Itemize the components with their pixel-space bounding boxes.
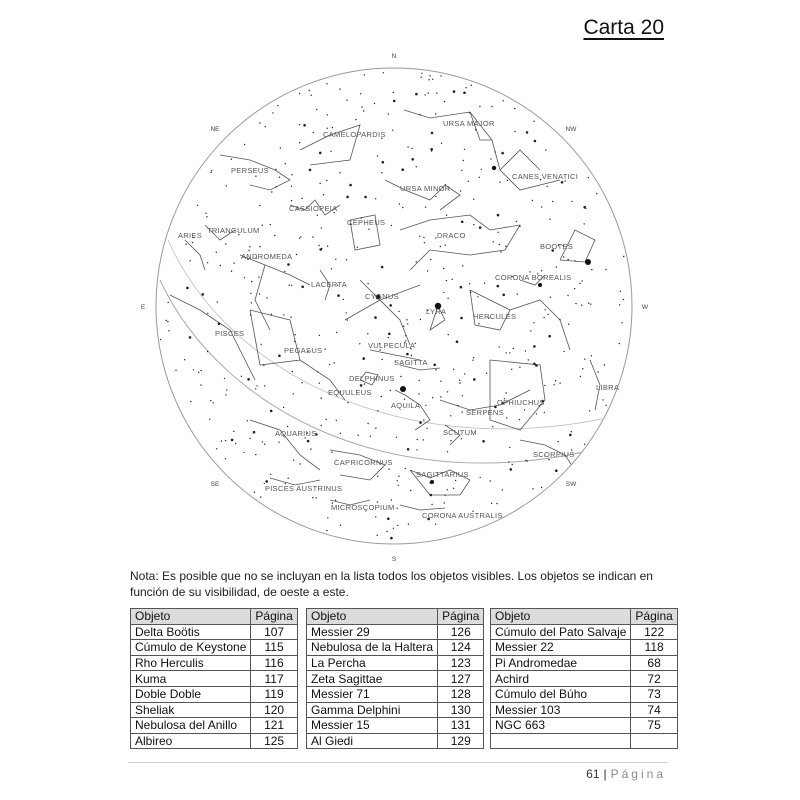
label-aquila: AQUILA <box>391 401 421 410</box>
page-number-cell: 117 <box>251 671 297 687</box>
column-header-objeto: Objeto <box>491 609 631 625</box>
objects-table-3 <box>490 608 678 749</box>
object-name-cell: Doble Doble <box>131 686 251 702</box>
page-number-cell: 126 <box>438 624 484 640</box>
page-label: Página <box>610 767 666 781</box>
direction-n: N <box>391 53 397 60</box>
direction-ne: NE <box>210 126 220 133</box>
table-row <box>307 640 484 656</box>
table-row <box>131 624 298 640</box>
page-number-cell: 130 <box>438 702 484 718</box>
object-name-cell: Albireo <box>131 733 251 749</box>
label-aquarius: AQUARIUS <box>275 429 317 438</box>
label-equuleus: EQUULEUS <box>328 388 372 397</box>
column-header-objeto: Objeto <box>307 609 438 625</box>
label-sagitta: SAGITTA <box>394 358 428 367</box>
page-number-cell: 115 <box>251 640 297 656</box>
label-cepheus: CEPHEUS <box>347 218 386 227</box>
direction-e: E <box>140 304 146 311</box>
table-row <box>131 686 298 702</box>
object-name-cell: Cúmulo del Pato Salvaje <box>491 624 631 640</box>
page-number-cell: 107 <box>251 624 297 640</box>
page-number-cell: 128 <box>438 686 484 702</box>
page-number-cell: 116 <box>251 655 297 671</box>
horizon-circle <box>156 68 632 544</box>
constellation-labels <box>178 119 619 520</box>
label-pisces: PISCES <box>215 329 245 338</box>
object-name-cell: Zeta Sagittae <box>307 671 438 687</box>
visibility-note: Nota: Es posible que no se incluyan en la lista todos los objetos visibles. Los objetos se indican en función de su visibilidad, de oeste a este. <box>130 569 653 599</box>
label-andromeda: ANDROMEDA <box>241 252 293 261</box>
direction-nw: NW <box>565 126 577 133</box>
table-row <box>491 686 678 702</box>
object-name-cell: Gamma Delphini <box>307 702 438 718</box>
table-row <box>491 718 678 734</box>
label-libra: LIBRA <box>596 383 620 392</box>
table-row <box>307 671 484 687</box>
star-field <box>160 72 625 539</box>
object-name-cell: Pi Andromedae <box>491 655 631 671</box>
direction-labels <box>141 53 649 563</box>
object-name-cell: NGC 663 <box>491 718 631 734</box>
direction-se: SE <box>210 481 220 488</box>
page-number-cell <box>631 733 677 749</box>
table-row <box>491 624 678 640</box>
label-corona-australis: CORONA AUSTRALIS <box>422 511 503 520</box>
label-cygnus: CYGNUS <box>365 292 399 301</box>
page-footer <box>586 767 666 781</box>
footer-divider <box>128 762 668 763</box>
label-cassiopeia: CASSIOPEIA <box>289 204 338 213</box>
objects-table-2 <box>306 608 484 749</box>
direction-sw: SW <box>565 481 577 488</box>
bright-stars <box>376 166 591 484</box>
table-row <box>307 718 484 734</box>
label-pisces-austrinus: PISCES AUSTRINUS <box>265 484 343 493</box>
object-name-cell: Kuma <box>131 671 251 687</box>
page-number-cell: 131 <box>438 718 484 734</box>
column-header-objeto: Objeto <box>131 609 251 625</box>
object-name-cell: Nebulosa de la Haltera <box>307 640 438 656</box>
object-name-cell: Messier 15 <box>307 718 438 734</box>
objects-table-1 <box>130 608 298 749</box>
page-number-cell: 72 <box>631 671 677 687</box>
object-name-cell: Messier 22 <box>491 640 631 656</box>
page-title: Carta 20 <box>583 16 664 39</box>
label-corona-borealis: CORONA BOREALIS <box>495 273 572 282</box>
table-row <box>131 733 298 749</box>
label-draco: DRACO <box>437 231 466 240</box>
page-number-cell: 68 <box>631 655 677 671</box>
table-row <box>131 640 298 656</box>
table-row <box>491 702 678 718</box>
label-microscopium: MICROSCOPIUM <box>331 503 395 512</box>
table-header-row <box>131 609 298 625</box>
table-row <box>131 702 298 718</box>
column-header-pagina: Página <box>251 609 297 625</box>
page-number-cell: 119 <box>251 686 297 702</box>
table-row <box>307 686 484 702</box>
table-header-row <box>307 609 484 625</box>
table-row <box>307 624 484 640</box>
object-name-cell: Rho Herculis <box>131 655 251 671</box>
table-row <box>491 733 678 749</box>
label-canes-venatici: CANES VENATICI <box>512 172 579 181</box>
page-number-cell: 124 <box>438 640 484 656</box>
object-name-cell: La Percha <box>307 655 438 671</box>
table-row <box>491 655 678 671</box>
page-number-cell: 127 <box>438 671 484 687</box>
label-perseus: PERSEUS <box>231 166 269 175</box>
page-number-cell: 75 <box>631 718 677 734</box>
label-vulpecula: VULPECULA <box>368 341 416 350</box>
label-triangulum: TRIANGULUM <box>207 226 260 235</box>
label-scorpius: SCORPIUS <box>533 450 575 459</box>
object-name-cell: Sheliak <box>131 702 251 718</box>
table-row <box>307 655 484 671</box>
label-bootes: BOOTES <box>540 242 574 251</box>
object-name-cell: Messier 71 <box>307 686 438 702</box>
label-ursa-major: URSA MAJOR <box>443 119 495 128</box>
label-sagittarius: SAGITTARIUS <box>416 470 469 479</box>
table-row <box>491 640 678 656</box>
table-row <box>131 671 298 687</box>
page-number-cell: 121 <box>251 718 297 734</box>
page-number-cell: 125 <box>251 733 297 749</box>
object-name-cell: Messier 103 <box>491 702 631 718</box>
direction-s: S <box>391 556 397 563</box>
object-name-cell <box>491 733 631 749</box>
label-hercules: HERCULES <box>473 312 517 321</box>
page-number-cell: 120 <box>251 702 297 718</box>
table-row <box>131 718 298 734</box>
ecliptic-curve <box>160 280 630 463</box>
label-delphinus: DELPHINUS <box>349 374 395 383</box>
table-row <box>307 702 484 718</box>
label-ursa-minor: URSA MINOR <box>400 184 451 193</box>
table-row <box>307 733 484 749</box>
label-capricornus: CAPRICORNUS <box>334 458 393 467</box>
object-name-cell: Delta Boötis <box>131 624 251 640</box>
footer-separator: | <box>603 767 607 781</box>
label-serpens: SERPENS <box>466 408 504 417</box>
page-number-cell: 122 <box>631 624 677 640</box>
column-header-pagina: Página <box>438 609 484 625</box>
label-aries: ARIES <box>178 231 203 240</box>
page-number: 61 <box>586 767 600 781</box>
label-pegasus: PEGASUS <box>284 346 323 355</box>
label-lacerta: LACERTA <box>311 280 348 289</box>
object-name-cell: Nebulosa del Anillo <box>131 718 251 734</box>
page-number-cell: 118 <box>631 640 677 656</box>
page-number-cell: 129 <box>438 733 484 749</box>
page-number-cell: 123 <box>438 655 484 671</box>
label-lyra: LYRA <box>426 307 447 316</box>
label-camelopardis: CAMELOPARDIS <box>323 130 386 139</box>
object-name-cell: Al Giedi <box>307 733 438 749</box>
table-row <box>131 655 298 671</box>
object-name-cell: Achird <box>491 671 631 687</box>
object-name-cell: Messier 29 <box>307 624 438 640</box>
table-header-row <box>491 609 678 625</box>
label-ophiuchus: OPHIUCHUS <box>497 398 545 407</box>
object-name-cell: Cúmulo del Búho <box>491 686 631 702</box>
label-scutum: SCUTUM <box>443 428 477 437</box>
page-number-cell: 74 <box>631 702 677 718</box>
page-number-cell: 73 <box>631 686 677 702</box>
direction-w: W <box>641 304 649 311</box>
column-header-pagina: Página <box>631 609 677 625</box>
object-name-cell: Cúmulo de Keystone <box>131 640 251 656</box>
table-row <box>491 671 678 687</box>
